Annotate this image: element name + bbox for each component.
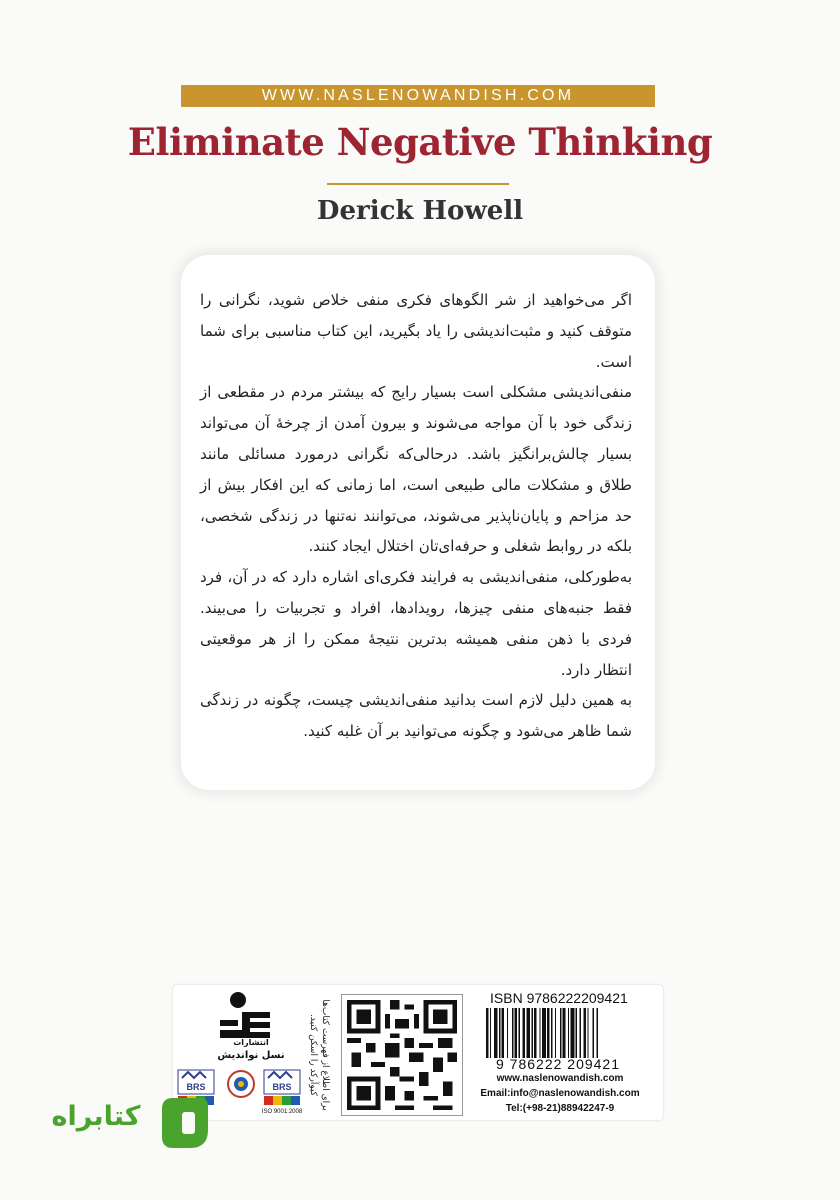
blurb-text — [200, 285, 632, 747]
ketabrah-logo-icon — [162, 1098, 208, 1148]
blurb-paragraph: منفی‌اندیشی مشکلی است بسیار رایج که بیشتر مردم در مقطعی از زندگی خود با آن مواجه می‌شوند و بیرون آمدن از چرخهٔ آن می‌تواند بسیار چالش‌برانگیز باشد. درحالی‌که نگرانی درمورد مسائلی مانند طلاق و مشکلات مالی طبیعی است، اما زمانی که این افکار بیش از حد مزاحم و پایان‌ناپذیر می‌شوند، می‌توانند نه‌تنها در زندگی شخصی، بلکه در روابط شغلی و حرفه‌ای‌تان اختلال ایجاد کنند. — [200, 383, 632, 556]
qr-instruction-text: برای اطلاع از فهرست کتاب‌ها کیوآرکد را اسکن کنید. — [308, 999, 330, 1111]
blurb-paragraph: به‌طورکلی، منفی‌اندیشی به فرایند فکری‌ای اشاره دارد که در آن، فرد فقط جنبه‌های منفی چیزها، رویدادها، افراد و تجربیات را می‌بیند. فردی با ذهن منفی همیشه بدترین نتیجهٔ ممکن را از هر موقعیتی انتظار دارد. — [200, 568, 632, 679]
barcode-icon — [484, 1008, 639, 1060]
qr-code-icon[interactable] — [341, 994, 463, 1116]
blurb-paragraph: اگر می‌خواهید از شر الگوهای فکری منفی خلاص شوید، نگرانی را متوقف کنید و مثبت‌اندیشی را یاد بگیرید، این کتاب مناسبی برای شما است. — [200, 291, 632, 371]
publisher-name: نسل نواندیش — [217, 1050, 285, 1061]
publisher-label: انتشارات — [233, 1038, 269, 1047]
contact-email[interactable]: Email:info@naslenowandish.com — [480, 1088, 640, 1099]
svg-text:BRS: BRS — [186, 1082, 206, 1092]
book-title: Eliminate Negative Thinking — [127, 120, 713, 164]
website-banner: WWW.NASLENOWANDISH.COM — [181, 85, 655, 107]
isbn-label: ISBN 9786222209421 — [490, 990, 628, 1006]
title-divider — [327, 183, 509, 185]
barcode-digits: 9 786222 209421 — [496, 1056, 620, 1072]
svg-text:ISO 9001:2008: ISO 9001:2008 — [261, 1109, 303, 1115]
ketabrah-wordmark: کتابراه — [51, 1101, 141, 1132]
iso-seal-icon — [228, 1071, 254, 1097]
brs-certificate-icon — [264, 1070, 300, 1105]
contact-website[interactable]: www.naslenowandish.com — [496, 1073, 624, 1084]
book-author: Derick Howell — [316, 196, 524, 226]
qr-instruction — [296, 994, 342, 1116]
contact-phone: Tel:(+98-21)88942247-9 — [505, 1103, 615, 1114]
blurb-paragraph: به همین دلیل لازم است بدانید منفی‌اندیشی چیست، چگونه در زندگی شما ظاهر می‌شود و چگونه می‌توانید بر آن غلبه کنید. — [200, 691, 632, 741]
svg-text:BRS: BRS — [272, 1082, 292, 1092]
